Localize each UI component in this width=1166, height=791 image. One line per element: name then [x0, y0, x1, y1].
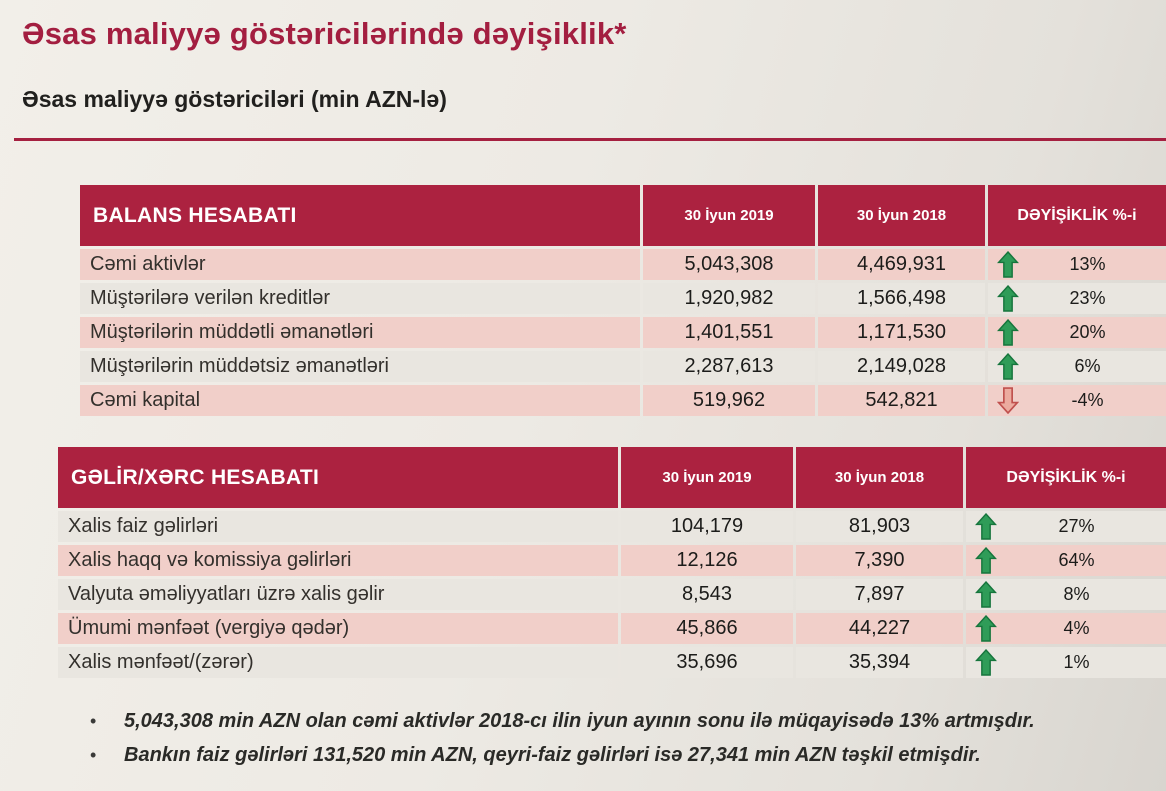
column-header-change: DƏYİŞİKLİK %-i — [988, 185, 1166, 246]
bullet-text: 5,043,308 min AZN olan cəmi aktivlər 2018-cı ilin iyun ayının sonu ilə müqayisədə 13% artmışdır. — [124, 710, 1035, 732]
change-percent: 1% — [1063, 652, 1090, 672]
value-2018: 542,821 — [818, 385, 985, 416]
change-percent: 27% — [1058, 516, 1095, 536]
change-cell — [988, 283, 1166, 314]
value-2018: 2,149,028 — [818, 351, 985, 382]
value-2018: 7,897 — [796, 579, 963, 610]
change-percent: 13% — [1069, 254, 1106, 274]
value-2019: 35,696 — [621, 647, 793, 678]
bullet-text: Bankın faiz gəlirləri 131,520 min AZN, qeyri-faiz gəlirləri isə 27,341 min AZN təşkil etmişdir. — [124, 744, 981, 766]
table-header-row — [80, 185, 1166, 246]
table-body — [58, 511, 1166, 678]
row-label: Müştərilərin müddətli əmanətləri — [80, 317, 640, 348]
up-arrow-icon — [997, 319, 1019, 346]
table-row — [58, 511, 1166, 542]
row-label: Cəmi aktivlər — [80, 249, 640, 280]
value-2019: 8,543 — [621, 579, 793, 610]
value-2019: 5,043,308 — [643, 249, 815, 280]
table-row — [80, 249, 1166, 280]
value-2018: 4,469,931 — [818, 249, 985, 280]
table-row — [58, 647, 1166, 678]
change-percent: 64% — [1058, 550, 1095, 570]
value-2019: 519,962 — [643, 385, 815, 416]
change-cell — [966, 511, 1166, 542]
table-row — [58, 579, 1166, 610]
value-2019: 104,179 — [621, 511, 793, 542]
row-label: Xalis mənfəət/(zərər) — [58, 647, 618, 678]
value-2018: 44,227 — [796, 613, 963, 644]
row-label: Xalis haqq və komissiya gəlirləri — [58, 545, 618, 576]
up-arrow-icon — [975, 547, 997, 574]
table-title-balance: BALANS HESABATI — [80, 185, 640, 246]
up-arrow-icon — [975, 513, 997, 540]
change-cell — [966, 647, 1166, 678]
up-arrow-icon — [975, 615, 997, 642]
column-header-2018: 30 İyun 2018 — [796, 447, 963, 508]
value-2019: 1,920,982 — [643, 283, 815, 314]
income-statement-table — [58, 447, 1166, 678]
column-header-change: DƏYİŞİKLİK %-i — [966, 447, 1166, 508]
table-row — [58, 613, 1166, 644]
column-header-2019: 30 İyun 2019 — [643, 185, 815, 246]
value-2018: 1,566,498 — [818, 283, 985, 314]
bullet-dot-icon: • — [90, 745, 97, 765]
change-cell — [966, 579, 1166, 610]
divider-rule — [14, 138, 1166, 141]
value-2018: 1,171,530 — [818, 317, 985, 348]
row-label: Müştərilərin müddətsiz əmanətləri — [80, 351, 640, 382]
change-cell — [988, 317, 1166, 348]
column-header-2018: 30 İyun 2018 — [818, 185, 985, 246]
change-percent: 8% — [1063, 584, 1090, 604]
value-2019: 1,401,551 — [643, 317, 815, 348]
value-2018: 7,390 — [796, 545, 963, 576]
value-2019: 45,866 — [621, 613, 793, 644]
balance-sheet-table — [80, 185, 1166, 416]
table-row — [58, 545, 1166, 576]
bullet-item — [90, 708, 1126, 735]
change-percent: 20% — [1069, 322, 1106, 342]
column-header-2019: 30 İyun 2019 — [621, 447, 793, 508]
row-label: Xalis faiz gəlirləri — [58, 511, 618, 542]
up-arrow-icon — [997, 285, 1019, 312]
change-cell — [988, 249, 1166, 280]
table-body — [80, 249, 1166, 416]
up-arrow-icon — [975, 649, 997, 676]
row-label: Ümumi mənfəət (vergiyə qədər) — [58, 613, 618, 644]
page-subtitle: Əsas maliyyə göstəriciləri (min AZN-lə) — [22, 86, 447, 112]
value-2018: 35,394 — [796, 647, 963, 678]
page-title: Əsas maliyyə göstəricilərində dəyişiklik* — [22, 16, 627, 51]
table-row — [80, 351, 1166, 382]
row-label: Cəmi kapital — [80, 385, 640, 416]
change-percent: -4% — [1071, 390, 1104, 410]
row-label: Müştərilərə verilən kreditlər — [80, 283, 640, 314]
change-cell — [966, 545, 1166, 576]
down-arrow-icon — [997, 387, 1019, 414]
change-percent: 6% — [1074, 356, 1101, 376]
table-row — [80, 385, 1166, 416]
table-title-income: GƏLİR/XƏRC HESABATI — [58, 447, 618, 508]
change-cell — [988, 351, 1166, 382]
value-2019: 2,287,613 — [643, 351, 815, 382]
change-cell — [966, 613, 1166, 644]
table-row — [80, 283, 1166, 314]
table-row — [80, 317, 1166, 348]
value-2018: 81,903 — [796, 511, 963, 542]
bullet-dot-icon: • — [90, 711, 97, 731]
up-arrow-icon — [997, 353, 1019, 380]
change-percent: 4% — [1063, 618, 1090, 638]
value-2019: 12,126 — [621, 545, 793, 576]
up-arrow-icon — [975, 581, 997, 608]
change-percent: 23% — [1069, 288, 1106, 308]
up-arrow-icon — [997, 251, 1019, 278]
row-label: Valyuta əməliyyatları üzrə xalis gəlir — [58, 579, 618, 610]
summary-bullets — [0, 708, 1166, 769]
bullet-item — [90, 742, 1126, 769]
table-header-row — [58, 447, 1166, 508]
change-cell — [988, 385, 1166, 416]
